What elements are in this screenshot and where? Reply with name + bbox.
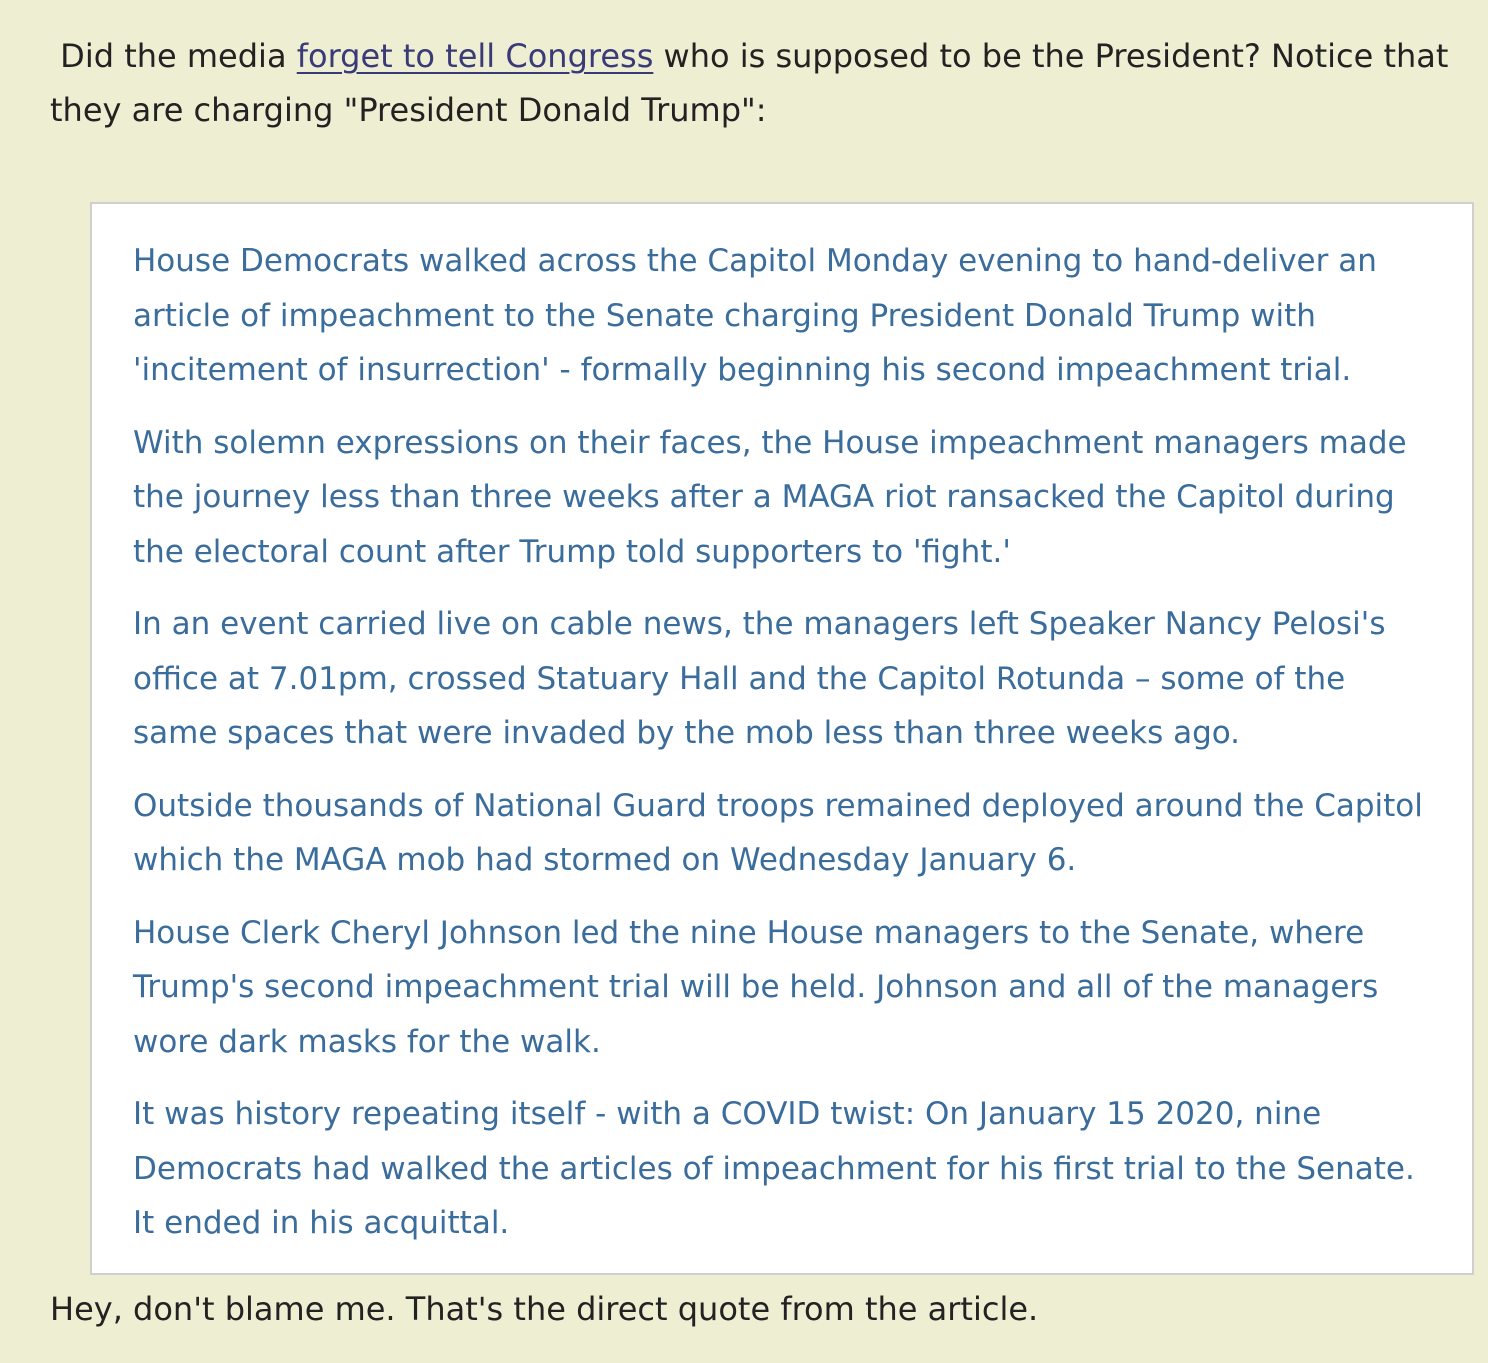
quote-paragraph-2: With solemn expressions on their faces, the House impeachment managers made the journey less than three weeks after a MAGA riot ransacked the Capitol during the electoral count after Trump told supporters to 'fight.' — [133, 424, 1407, 570]
quote-paragraph-5: House Clerk Cheryl Johnson led the nine House managers to the Senate, where Trump's second impeachment trial will be held. Johnson and all of the managers wore dark masks for the walk. — [133, 914, 1379, 1060]
intro-text-after: who is supposed to be the President? Notice that they are charging "President Donald Trump": — [50, 37, 1459, 129]
quote-paragraph-3: In an event carried live on cable news, the managers left Speaker Nancy Pelosi's office at 7.01pm, crossed Statuary Hall and the Capitol Rotunda – some of the same spaces that were invaded by the mob less than three weeks ago. — [133, 606, 1386, 751]
outro-paragraph: Hey, don't blame me. That's the direct quote from the article. — [50, 1290, 1039, 1328]
intro-text-before: Did the media — [50, 37, 297, 75]
intro-paragraph — [50, 29, 1459, 137]
article-blockquote — [90, 202, 1474, 1275]
forget-to-tell-congress-link[interactable]: forget to tell Congress — [296, 37, 654, 75]
quote-paragraph-1: House Democrats walked across the Capitol Monday evening to hand-deliver an article of impeachment to the Senate charging President Donald Trump with 'incitement of insurrection' - formally beginning his second impeachment trial. — [133, 243, 1377, 388]
quote-paragraph-6: It was history repeating itself - with a COVID twist: On January 15 2020, nine Democrats had walked the articles of impeachment for his first trial to the Senate. It ended in his acquittal. — [133, 1096, 1415, 1241]
quote-paragraph-4: Outside thousands of National Guard troops remained deployed around the Capitol which the MAGA mob had stormed on Wednesday January 6. — [133, 787, 1423, 878]
